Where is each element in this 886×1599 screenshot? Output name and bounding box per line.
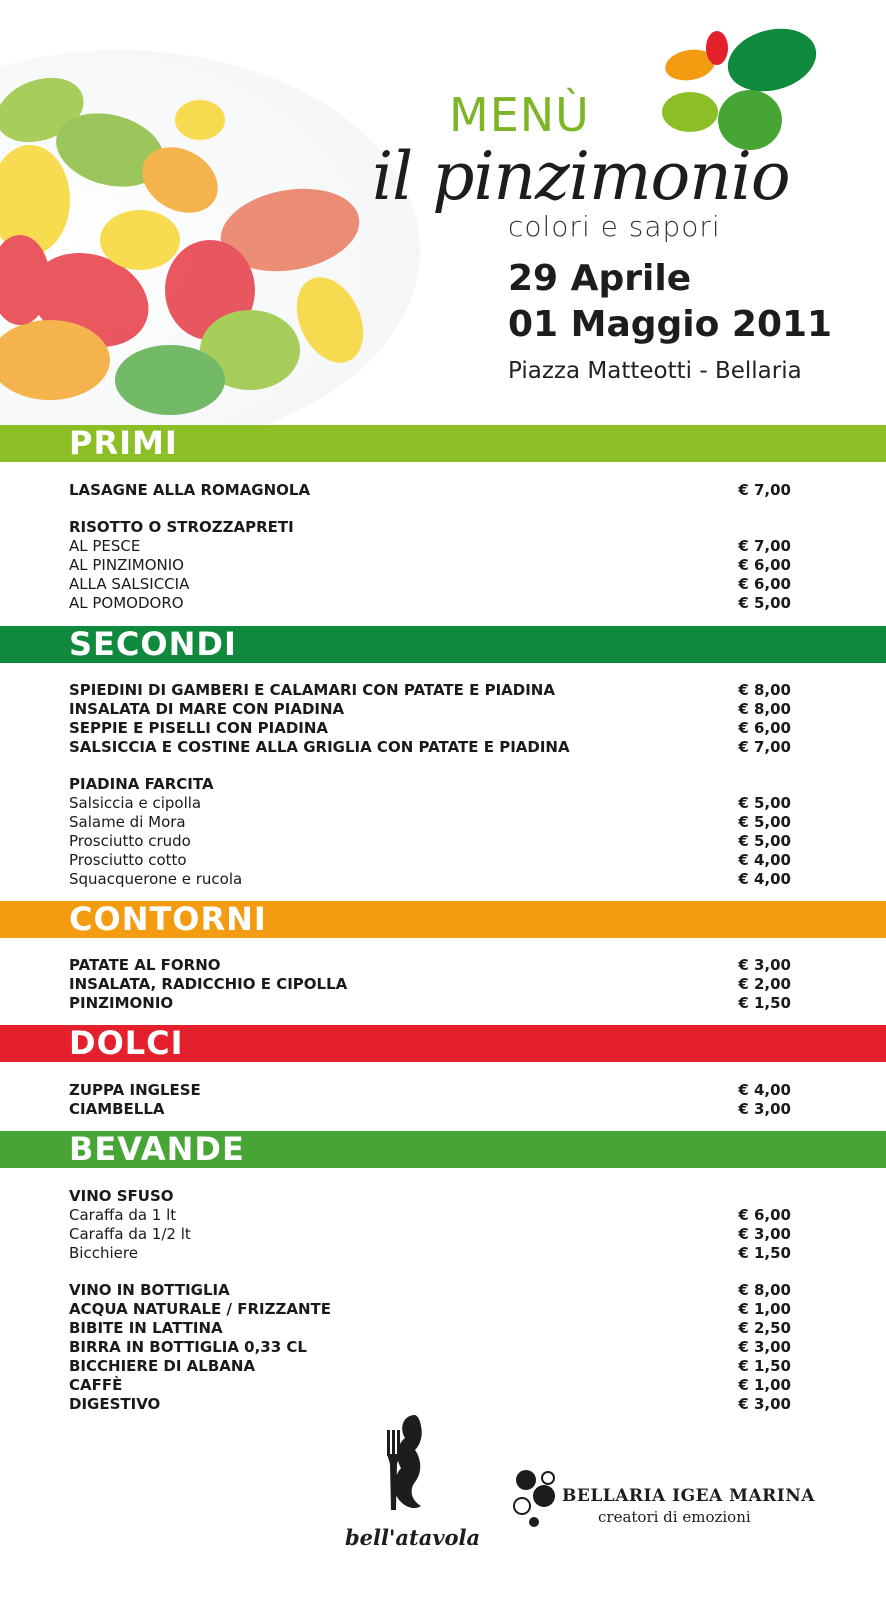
menu-item: AL PINZIMONIO € 6,00 (69, 556, 791, 574)
menu-item: Salsiccia e cipolla € 5,00 (69, 794, 791, 812)
menu-item: Caraffa da 1/2 lt € 3,00 (69, 1225, 791, 1243)
menu-item: ZUPPA INGLESE € 4,00 (69, 1081, 791, 1099)
bellaria-logo-tagline: creatori di emozioni (598, 1508, 751, 1526)
section-header-dolci (0, 1025, 886, 1062)
menu-item: AL POMODORO € 5,00 (69, 594, 791, 612)
menu-item: SEPPIE E PISELLI CON PIADINA € 6,00 (69, 719, 791, 737)
bellaria-igea-marina-logo (508, 1466, 815, 1546)
menu-item: ACQUA NATURALE / FRIZZANTE € 1,00 (69, 1300, 791, 1318)
event-title: il pinzimonio (372, 138, 790, 215)
section-title: SECONDI (69, 625, 237, 663)
menu-item: PATATE AL FORNO € 3,00 (69, 956, 791, 974)
bellaria-logo-title: BELLARIA IGEA MARINA (562, 1486, 815, 1506)
menu-item: Prosciutto crudo € 5,00 (69, 832, 791, 850)
menu-item: LASAGNE ALLA ROMAGNOLA € 7,00 (69, 481, 791, 499)
menu-item: PINZIMONIO € 1,50 (69, 994, 791, 1012)
menu-item: AL PESCE € 7,00 (69, 537, 791, 555)
menu-item: DIGESTIVO € 3,00 (69, 1395, 791, 1413)
section-title: CONTORNI (69, 900, 267, 938)
menu-item: CIAMBELLA € 3,00 (69, 1100, 791, 1118)
bellatavola-logo-text: bell'atavola (345, 1525, 481, 1550)
menu-item-group-title: VINO SFUSO (69, 1187, 174, 1205)
menu-item: Squacquerone e rucola € 4,00 (69, 870, 791, 888)
menu-item: INSALATA DI MARE CON PIADINA € 8,00 (69, 700, 791, 718)
menu-item: SALSICCIA E COSTINE ALLA GRIGLIA CON PATATE E PIADINA € 7,00 (69, 738, 791, 756)
menu-item-group-title: RISOTTO O STROZZAPRETI (69, 518, 294, 536)
menu-item: VINO IN BOTTIGLIA € 8,00 (69, 1281, 791, 1299)
section-header-secondi (0, 626, 886, 663)
event-date-start: 29 Aprile (508, 258, 692, 299)
menu-item: SPIEDINI DI GAMBERI E CALAMARI CON PATATE E PIADINA € 8,00 (69, 681, 791, 699)
menu-item: CAFFÈ € 1,00 (69, 1376, 791, 1394)
menu-item: Prosciutto cotto € 4,00 (69, 851, 791, 869)
menu-header (0, 0, 886, 425)
menu-item: Salame di Mora € 5,00 (69, 813, 791, 831)
menu-item: INSALATA, RADICCHIO E CIPOLLA € 2,00 (69, 975, 791, 993)
section-title: PRIMI (69, 424, 178, 462)
menu-item: BIRRA IN BOTTIGLIA 0,33 CL € 3,00 (69, 1338, 791, 1356)
menu-item: Caraffa da 1 lt € 6,00 (69, 1206, 791, 1224)
event-location: Piazza Matteotti - Bellaria (508, 358, 802, 384)
menu-item: BIBITE IN LATTINA € 2,50 (69, 1319, 791, 1337)
section-header-bevande (0, 1131, 886, 1168)
event-date-end: 01 Maggio 2011 (508, 304, 833, 345)
menu-item: BICCHIERE DI ALBANA € 1,50 (69, 1357, 791, 1375)
section-header-primi (0, 425, 886, 462)
event-subtitle: colori e sapori (508, 210, 721, 243)
bellatavola-logo (345, 1410, 481, 1560)
bellaria-emblem-icon (508, 1466, 562, 1536)
section-title: BEVANDE (69, 1130, 245, 1168)
mermaid-fork-icon (345, 1410, 475, 1525)
menu-item: ALLA SALSICCIA € 6,00 (69, 575, 791, 593)
section-title: DOLCI (69, 1024, 184, 1062)
section-header-contorni (0, 901, 886, 938)
menu-label: MENÙ (449, 88, 590, 142)
menu-item-group-title: PIADINA FARCITA (69, 775, 214, 793)
menu-item: Bicchiere € 1,50 (69, 1244, 791, 1262)
